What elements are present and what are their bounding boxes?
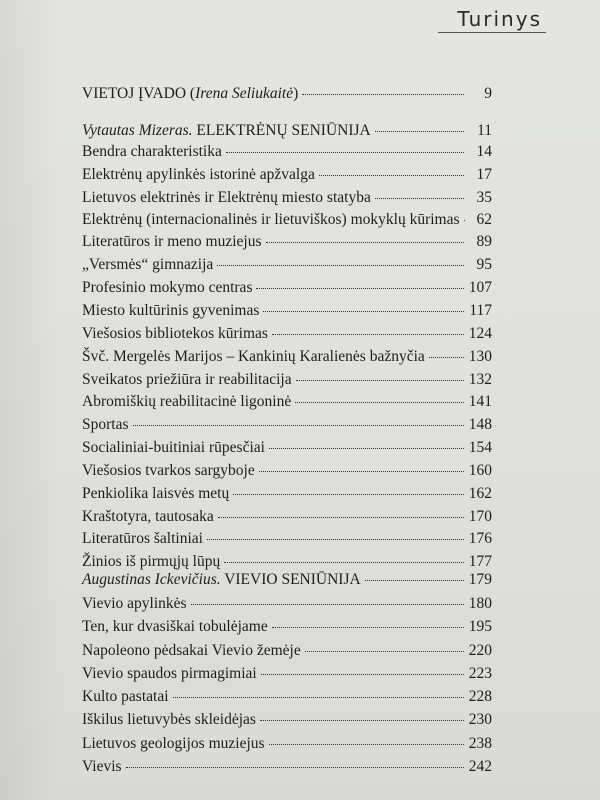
title-text: Lietuvos elektrinės ir Elektrėnų miesto statyba xyxy=(82,189,371,206)
dot-leader xyxy=(260,720,464,721)
toc-entry-title xyxy=(82,462,255,480)
title-text: Viešosios bibliotekos kūrimas xyxy=(82,325,268,342)
toc-entry-title xyxy=(82,302,259,320)
title-text: Sportas xyxy=(82,416,129,433)
title-text: Literatūros šaltiniai xyxy=(82,530,203,547)
toc-entry-title xyxy=(82,553,220,571)
toc-entry xyxy=(82,688,492,710)
toc-entry-title xyxy=(82,279,252,297)
title-text: Iškilus lietuvybės skleidėjas xyxy=(82,711,256,728)
toc-entry xyxy=(82,85,492,107)
toc-entry xyxy=(82,302,492,324)
page-number: 170 xyxy=(468,508,492,525)
toc-entry xyxy=(82,665,492,687)
title-text: Švč. Mergelės Marijos – Kankinių Karalienės bažnyčia xyxy=(82,348,425,365)
toc-entry xyxy=(82,485,492,507)
title-text: Napoleono pėdsakai Vievio žemėje xyxy=(82,642,301,659)
toc-entry xyxy=(82,211,492,233)
toc-entry-title xyxy=(82,85,298,103)
toc-entry-title xyxy=(82,325,268,343)
page-number: 228 xyxy=(468,688,492,705)
toc-entry xyxy=(82,416,492,438)
title-text: Kulto pastatai xyxy=(82,688,169,705)
dot-leader xyxy=(319,175,464,176)
page-number: 180 xyxy=(468,595,492,612)
toc-entry xyxy=(82,122,492,144)
toc-entry-title xyxy=(82,233,262,251)
toc-entry-title xyxy=(82,416,129,434)
page-number: 154 xyxy=(468,439,492,456)
title-text: Bendra charakteristika xyxy=(82,143,222,160)
author-name: Irena Seliukaitė xyxy=(195,85,294,102)
toc-entry xyxy=(82,439,492,461)
page-number: 89 xyxy=(476,233,492,250)
toc-entry-title xyxy=(82,211,460,229)
title-text: Abromiškių reabilitacinė ligoninė xyxy=(82,393,292,410)
toc-entry-title xyxy=(82,508,214,526)
toc-entry xyxy=(82,166,492,188)
toc-entry xyxy=(82,393,492,415)
title-text: ) xyxy=(293,85,299,102)
toc-entry-title xyxy=(82,143,222,161)
title-text: Sveikatos priežiūra ir reabilitacija xyxy=(82,371,292,388)
toc-entry xyxy=(82,348,492,370)
dot-leader xyxy=(133,425,465,426)
dot-leader xyxy=(429,357,464,358)
toc-entry-title xyxy=(82,393,291,411)
toc-entry-title xyxy=(82,166,315,184)
dot-leader xyxy=(263,311,464,312)
dot-leader xyxy=(296,380,464,381)
title-text: Elektrėnų apylinkės istorinė apžvalga xyxy=(82,166,315,183)
toc-entry-title xyxy=(82,348,425,366)
title-text: VIEVIO SENIŪNIJA xyxy=(220,571,361,588)
dot-leader xyxy=(226,152,464,153)
page-number: 95 xyxy=(476,256,492,273)
toc-entry-title xyxy=(82,711,256,729)
toc-entry xyxy=(82,143,492,165)
page-number: 220 xyxy=(468,642,492,659)
toc-entry-title xyxy=(82,122,371,140)
heading-rule xyxy=(438,32,546,33)
toc-entry xyxy=(82,371,492,393)
title-text: „Versmės“ gimnazija xyxy=(82,256,214,273)
dot-leader xyxy=(269,744,464,745)
toc-entry-title xyxy=(82,758,122,776)
toc-entry-title xyxy=(82,571,361,589)
dot-leader xyxy=(256,288,464,289)
toc-entry-title xyxy=(82,688,169,706)
page-number: 230 xyxy=(468,711,492,728)
dot-leader xyxy=(272,627,464,628)
page-number: 17 xyxy=(476,166,492,183)
page-number: 179 xyxy=(468,571,492,588)
dot-leader xyxy=(217,265,464,266)
page-number: 117 xyxy=(469,302,492,319)
dot-leader xyxy=(126,767,464,768)
toc-entry xyxy=(82,595,492,617)
dot-leader xyxy=(375,131,464,132)
title-text: Žinios iš pirmųjų lūpų xyxy=(82,553,221,570)
page-number: 160 xyxy=(468,462,492,479)
title-text: Lietuvos geologijos muziejus xyxy=(82,735,265,752)
page-number: 195 xyxy=(468,618,492,635)
toc-entry-title xyxy=(82,371,292,389)
dot-leader xyxy=(295,402,464,403)
title-text: VIETOJ ĮVADO ( xyxy=(82,85,196,102)
page-number: 14 xyxy=(476,143,492,160)
dot-leader xyxy=(266,242,465,243)
page-number: 141 xyxy=(468,393,492,410)
toc-entry xyxy=(82,711,492,733)
title-text: Ten, kur dvasiškai tobulėjame xyxy=(82,618,268,635)
toc-entry xyxy=(82,189,492,211)
page-number: 124 xyxy=(468,325,492,342)
dot-leader xyxy=(375,198,464,199)
title-text: Vievio spaudos pirmagimiai xyxy=(82,665,257,682)
dot-leader xyxy=(233,494,464,495)
author-name: Vytautas Mizeras. xyxy=(82,122,193,139)
author-name: Augustinas Ickevičius. xyxy=(82,571,221,588)
toc-entry xyxy=(82,256,492,278)
toc-entry-title xyxy=(82,439,265,457)
page-number: 148 xyxy=(468,416,492,433)
title-text: ELEKTRĖNŲ SENIŪNIJA xyxy=(192,122,371,139)
title-text: Elektrėnų (internacionalinės ir lietuviškos) mokyklų kūrimas xyxy=(82,211,460,228)
page-number: 9 xyxy=(484,85,492,102)
page-number: 107 xyxy=(468,279,492,296)
page-number: 132 xyxy=(468,371,492,388)
dot-leader xyxy=(191,604,464,605)
toc-entry-title xyxy=(82,595,187,613)
toc-entry-title xyxy=(82,189,371,207)
page-number: 130 xyxy=(468,348,492,365)
dot-leader xyxy=(269,448,464,449)
toc-entry xyxy=(82,618,492,640)
toc-entry xyxy=(82,758,492,780)
toc-entry xyxy=(82,735,492,757)
dot-leader xyxy=(224,562,464,563)
page-heading: Turinys xyxy=(457,7,542,31)
title-text: Penkiolika laisvės metų xyxy=(82,485,230,502)
page-number: 242 xyxy=(468,758,492,775)
title-text: Vievis xyxy=(82,758,122,775)
dot-leader xyxy=(207,539,464,540)
toc-entry-title xyxy=(82,256,213,274)
toc-entry xyxy=(82,571,492,593)
page-number: 35 xyxy=(476,189,492,206)
dot-leader xyxy=(218,517,464,518)
toc-entry-title xyxy=(82,485,229,503)
toc-entry-title xyxy=(82,735,265,753)
toc-entry xyxy=(82,233,492,255)
page-number: 176 xyxy=(468,530,492,547)
dot-leader xyxy=(302,94,464,95)
toc-entry xyxy=(82,462,492,484)
toc-entry-title xyxy=(82,642,301,660)
page-number: 238 xyxy=(468,735,492,752)
dot-leader xyxy=(173,697,464,698)
toc-entry-title xyxy=(82,665,257,683)
page-number: 62 xyxy=(476,211,492,228)
toc-entry-title xyxy=(82,618,268,636)
dot-leader xyxy=(365,580,464,581)
toc-entry xyxy=(82,642,492,664)
toc-entry xyxy=(82,279,492,301)
title-text: Viešosios tvarkos sargyboje xyxy=(82,462,255,479)
title-text: Kraštotyra, tautosaka xyxy=(82,508,214,525)
dot-leader xyxy=(272,334,464,335)
toc-entry xyxy=(82,325,492,347)
dot-leader xyxy=(259,471,464,472)
title-text: Socialiniai-buitiniai rūpesčiai xyxy=(82,439,265,456)
title-text: Vievio apylinkės xyxy=(82,595,187,612)
dot-leader xyxy=(261,674,464,675)
toc-entry xyxy=(82,508,492,530)
page-number: 162 xyxy=(468,485,492,502)
title-text: Miesto kultūrinis gyvenimas xyxy=(82,302,260,319)
title-text: Profesinio mokymo centras xyxy=(82,279,253,296)
title-text: Literatūros ir meno muziejus xyxy=(82,233,262,250)
toc-entry xyxy=(82,530,492,552)
toc-entry-title xyxy=(82,530,203,548)
page-number: 177 xyxy=(468,553,492,570)
page-number: 11 xyxy=(477,122,492,139)
page-number: 223 xyxy=(468,665,492,682)
dot-leader xyxy=(305,651,464,652)
